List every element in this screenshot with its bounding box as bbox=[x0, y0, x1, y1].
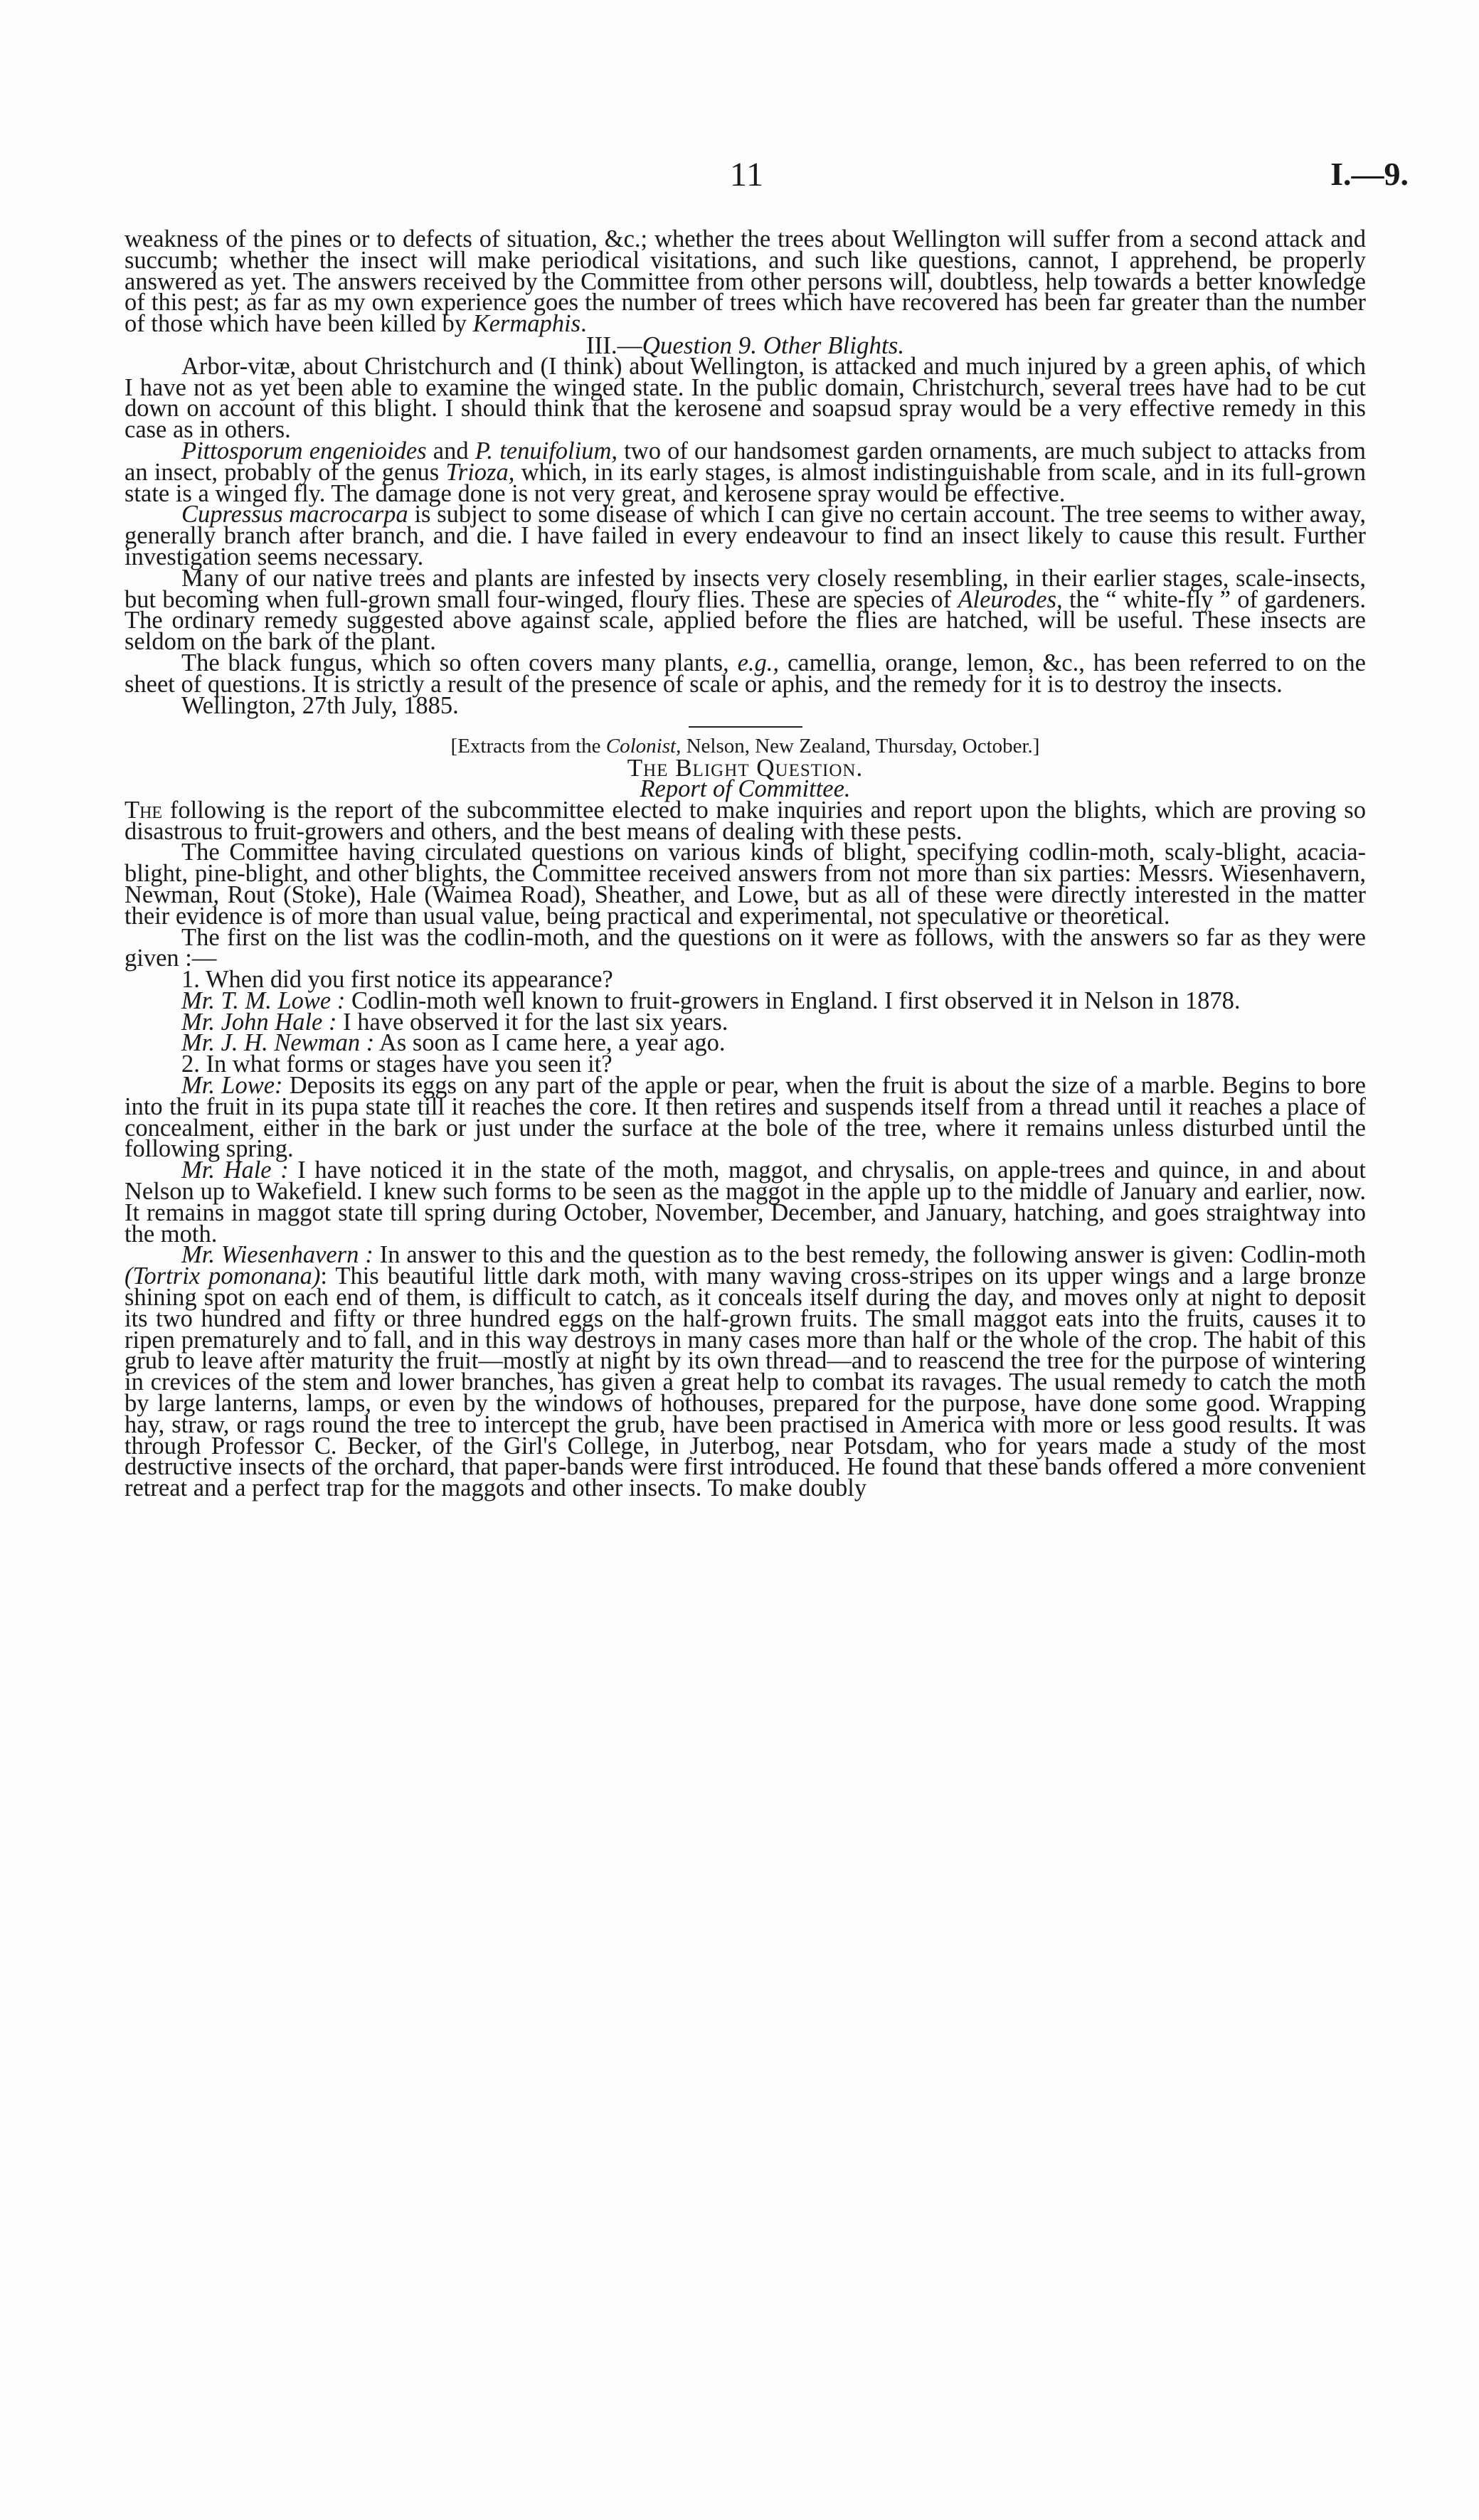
text-run: The black fungus, which so often covers many plants, bbox=[181, 649, 738, 676]
species-name: Pittosporum engenioides bbox=[181, 437, 427, 464]
text-run: , Nelson, New Zealand, Thursday, October.] bbox=[676, 735, 1040, 758]
answer-hale-2 bbox=[124, 1157, 1366, 1248]
answer-lowe-2 bbox=[124, 1072, 1366, 1163]
text-run: camellia, orange, lemon, &c., has been referred to on the sheet of questions. It is strictly a result of the presence of scale or aphis, and the remedy for it is to destroy the insects. bbox=[124, 649, 1366, 698]
answer-text: I have observed it for the last six years. bbox=[336, 1008, 728, 1036]
paragraph-committee: The Committee having circulated questions on various kinds of blight, specifying codlin-moth, scaly-blight, acacia-blight, pine-blight, and other blights, the Committee received answers from not more than six parties: Messrs. Wiesenhavern, Newman, Rout (Stoke), Hale (Waimea Road), Sheather, and Lowe, but as all of these were directly interested in the matter their evidence is of more than usual value, being practical and experimental, not speculative or theoretical. bbox=[124, 839, 1366, 930]
question-2: 2. In what forms or stages have you seen it? bbox=[181, 1051, 613, 1078]
paragraph-report bbox=[124, 796, 1366, 845]
respondent-name: Mr. John Hale : bbox=[181, 1008, 337, 1036]
text-run: is subject to some disease of which I can give no certain account. The tree seems to wither away, generally branch after branch, and die. I have failed in every endeavour to find an insect likely to cause this result. Further investigation seems necessary. bbox=[124, 501, 1366, 570]
paragraph-intro: weakness of the pines or to defects of situation, &c.; whether the trees about Wellington will suffer from a second attack and succumb; whether the insect will make periodical visitations, and such like questions, cannot, I apprehend, be properly answered as yet. The answers received by the Committee from other persons will, doubtless, help towards a better knowledge of this pest; as far as my own experience goes the number of trees which have recovered has been far greater than the number of those which have been killed by Kermaphis. bbox=[124, 225, 1366, 338]
paragraph-first-question: The first on the list was the codlin-moth, and the questions on it were as follows, with the answers so far as they were given :— bbox=[124, 923, 1366, 972]
paragraph-black-fungus bbox=[124, 649, 1366, 698]
answer-text: In answer to this and the question as to the best remedy, the following answer is given: Codlin-moth bbox=[373, 1241, 1366, 1269]
page-body bbox=[124, 225, 1367, 1502]
answer-text: I have noticed it in the state of the moth, maggot, and chrysalis, on apple-trees and quince, in and about Nelson up to Wakefield. I knew such forms to be seen as the maggot in the apple up to the middle of January and earlier, now. It remains in maggot state till spring during October, November, December, and January, hatching, and goes straightway into the moth. bbox=[124, 1157, 1366, 1248]
paragraph-intro-italic: Kermaphis bbox=[472, 310, 581, 338]
text-run: which, in its early stages, is almost indistinguishable from scale, and in its full-grown state is a winged fly. The damage done is not very great, and kerosene spray would be effective. bbox=[124, 458, 1366, 507]
respondent-name: Mr. T. M. Lowe : bbox=[181, 987, 346, 1014]
paragraph-native-trees bbox=[124, 564, 1366, 656]
section-roman: III.— bbox=[585, 331, 642, 359]
section-title: Question 9. Other Blights. bbox=[642, 331, 905, 359]
species-name: (Tortrix pomonana) bbox=[124, 1262, 321, 1290]
paragraph-cupressus bbox=[124, 501, 1366, 570]
answer-text: Codlin-moth well known to fruit-growers in England. I first observed it in Nelson in 1878. bbox=[345, 987, 1241, 1014]
text-run: [Extracts from the bbox=[450, 735, 606, 758]
species-name: P. tenuifolium, bbox=[475, 437, 617, 464]
answer-text: Deposits its eggs on any part of the apple or pear, when the fruit is about the size of a marble. Begins to bore into the fruit in its pupa state till it reaches the core. It then retires and suspends itself from a thread until it reaches a place of concealment, either in the bark or just under the surface at the bole of the tree, where it remains unless disturbed until the following spring. bbox=[124, 1072, 1366, 1163]
genus-name: Trioza, bbox=[445, 458, 515, 486]
paragraph-intro-text: weakness of the pines or to defects of situation, &c.; whether the trees about Wellington will suffer from a second attack and succumb; whether the insect will make periodical visitations, and such like questions, cannot, I apprehend, be properly answered as yet. The answers received by the Committee from other persons will, doubtless, help towards a better knowledge of this pest; as far as my own experience goes the number of trees which have recovered has been far greater than the number of those which have been killed by bbox=[124, 225, 1366, 338]
lead-word: The bbox=[124, 796, 163, 824]
respondent-name: Mr. Wiesenhavern : bbox=[181, 1241, 373, 1269]
text-run: the “ white-fly ” of gardeners. The ordinary remedy suggested above against scale, applied before the flies are hatched, will be useful. These insects are seldom on the bark of the plant. bbox=[124, 585, 1366, 656]
article-subtitle: Report of Committee. bbox=[640, 775, 851, 802]
genus-name: Aleurodes, bbox=[958, 585, 1063, 613]
respondent-name: Mr. J. H. Newman : bbox=[181, 1029, 375, 1057]
answer-text: : This beautiful little dark moth, with many waving cross-stripes on its upper wings and a large bronze shining spot on each end of them, is difficult to catch, as it conceals itself during the day, and moves only at night to deposit its two hundred and fifty or three hundred eggs on the half-grown fruits. The small maggot eats into the fruits, causes it to ripen prematurely and to fall, and in this way destroys in many cases more than half or the whole of the crop. The habit of this grub to leave after maturity the fruit—mostly at night by its own thread—and to reascend the tree for the purpose of wintering in crevices of the stem and lower branches, has given a great help to combat its ravages. The usual remedy to catch the moth by large lanterns, lamps, or even by the windows of hothouses, prepared for the purpose, have done some good. Wrapping hay, straw, or rags round the tree to intercept the grub, have been practised in America with more or less good results. It was through Professor C. Becker, of the Girl's College, in Juterbog, near Potsdam, who for years made a study of the most destructive insects of the orchard, that paper-bands were first introduced. He found that these bands offered a more convenient retreat and a perfect trap for the maggots and other insects. To make doubly bbox=[124, 1262, 1367, 1502]
paragraph-arbor-vitae: Arbor-vitæ, about Christchurch and (I think) about Wellington, is attacked and much injured by a green aphis, of which I have not as yet been able to examine the winged state. In the public domain, Christchurch, several trees have had to be cut down on account of this blight. I should think that the kerosene and soapsud spray would be a very effective remedy in this case as in others. bbox=[124, 352, 1366, 444]
respondent-name: Mr. Lowe: bbox=[181, 1072, 283, 1100]
text-run: Many of our native trees and plants are infested by insects very closely resembling, in their earlier stages, scale-insects, but becoming when full-grown small four-winged, floury flies. These are species of bbox=[124, 564, 1366, 613]
text-run: following is the report of the subcommittee elected to make inquiries and report upon the blights, which are proving so disastrous to fruit-growers and others, and the best means of dealing with these pests. bbox=[124, 796, 1366, 845]
respondent-name: Mr. Hale : bbox=[181, 1157, 289, 1184]
section-divider bbox=[689, 726, 802, 728]
page-number: 11 bbox=[729, 156, 765, 193]
newspaper-name: Colonist bbox=[605, 735, 677, 758]
answer-text: As soon as I came here, a year ago. bbox=[374, 1029, 726, 1057]
signoff-date: Wellington, 27th July, 1885. bbox=[181, 691, 459, 719]
question-1: 1. When did you first notice its appearance? bbox=[181, 966, 613, 994]
article-title: The Blight Question. bbox=[627, 754, 864, 782]
document-reference: I.—9. bbox=[1330, 156, 1409, 192]
species-name: Cupressus macrocarpa bbox=[181, 501, 408, 528]
answer-wiesenhavern bbox=[124, 1241, 1367, 1502]
text-run: and bbox=[426, 437, 475, 464]
paragraph-pittosporum bbox=[124, 437, 1366, 507]
text-run: two of our handsomest garden ornaments, are much subject to attacks from an insect, probably of the genus bbox=[124, 437, 1366, 486]
abbreviation: e.g., bbox=[737, 649, 780, 676]
